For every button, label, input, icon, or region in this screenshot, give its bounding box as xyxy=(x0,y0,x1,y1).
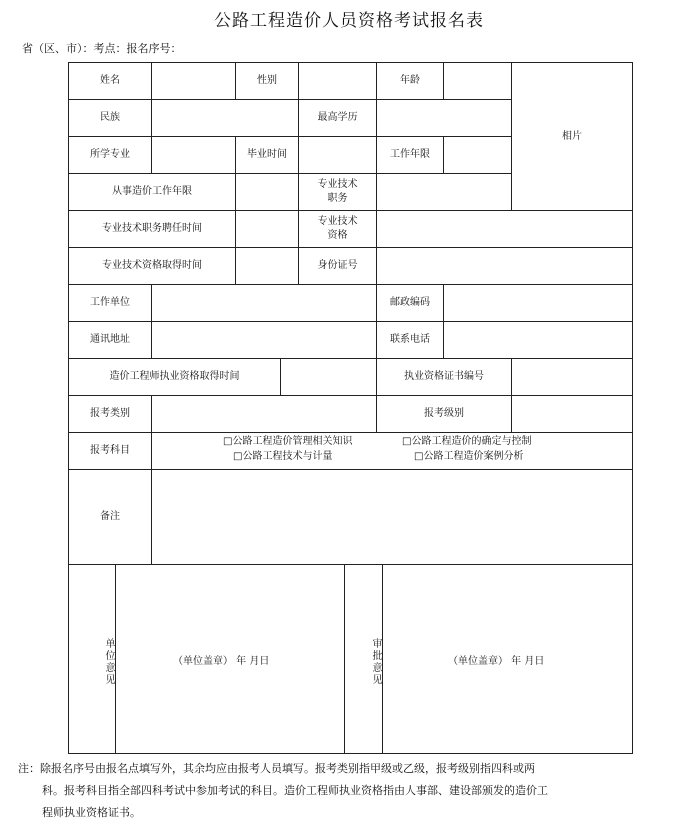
field-employer[interactable] xyxy=(151,284,377,322)
label-exam-subjects: 报考科目 xyxy=(68,432,152,470)
field-tech-position[interactable] xyxy=(376,173,512,211)
label-gender: 性别 xyxy=(235,62,299,100)
label-postcode: 邮政编码 xyxy=(376,284,444,322)
field-phone[interactable] xyxy=(443,321,633,359)
subject-checkbox-3[interactable]: □公路工程技术与计量 xyxy=(233,451,333,462)
label-tech-qualification: 专业技术 资格 xyxy=(298,210,377,248)
footnote xyxy=(18,758,688,824)
label-employer: 工作单位 xyxy=(68,284,152,322)
field-engineer-qual-time[interactable] xyxy=(280,358,377,396)
footnote-line-1: 注：除报名序号由报名点填写外，其余均应由报考人员填写。报考类别指甲级或乙级，报考级别指四科或两 xyxy=(18,762,535,775)
label-tech-qualification-time: 专业技术资格取得时间 xyxy=(68,247,236,285)
header-line: 省（区、市）：考点：报名序号： xyxy=(22,42,182,55)
field-gender[interactable] xyxy=(298,62,377,100)
field-name[interactable] xyxy=(151,62,236,100)
field-tech-qualification[interactable] xyxy=(376,210,633,248)
label-unit-opinion: 单位意见 xyxy=(68,564,116,754)
field-major[interactable] xyxy=(151,136,236,174)
field-id-number[interactable] xyxy=(376,247,633,285)
label-graduation-time: 毕业时间 xyxy=(235,136,299,174)
field-work-years[interactable] xyxy=(443,136,512,174)
label-tech-position-appoint-time: 专业技术职务聘任时间 xyxy=(68,210,236,248)
label-work-years: 工作年限 xyxy=(376,136,444,174)
label-major: 所学专业 xyxy=(68,136,152,174)
label-cost-work-years: 从事造价工作年限 xyxy=(68,173,236,211)
field-education[interactable] xyxy=(376,99,512,137)
label-remarks: 备注 xyxy=(68,469,152,565)
subjects-col-1 xyxy=(223,434,352,464)
registration-form-table xyxy=(68,62,633,754)
label-exam-level: 报考级别 xyxy=(376,395,512,433)
field-tech-position-appoint-time[interactable] xyxy=(235,210,299,248)
label-phone: 联系电话 xyxy=(376,321,444,359)
field-ethnicity[interactable] xyxy=(151,99,299,137)
label-address: 通讯地址 xyxy=(68,321,152,359)
subject-checkbox-2[interactable]: □公路工程造价的确定与控制 xyxy=(402,436,532,447)
label-approval-opinion: 审批意见 xyxy=(344,564,383,754)
field-exam-level[interactable] xyxy=(511,395,633,433)
label-id-number: 身份证号 xyxy=(298,247,377,285)
form-title: 公路工程造价人员资格考试报名表 xyxy=(214,11,484,31)
label-age: 年龄 xyxy=(376,62,444,100)
footnote-continuation: 科。报考科目指全部四科考试中参加考试的科目。造价工程师执业资格指由人事部、建设部颁发的造价工 程师执业资格证书。 xyxy=(42,784,548,819)
unit-stamp-text: （单位盖章） 年 月日 xyxy=(173,656,270,667)
label-exam-category: 报考类别 xyxy=(68,395,152,433)
label-name: 姓名 xyxy=(68,62,152,100)
label-engineer-qual-time: 造价工程师执业资格取得时间 xyxy=(68,358,281,396)
subject-checkbox-1[interactable]: □公路工程造价管理相关知识 xyxy=(223,436,353,447)
label-photo: 相片 xyxy=(511,62,633,211)
field-address[interactable] xyxy=(151,321,377,359)
subject-checkbox-4[interactable]: □公路工程造价案例分析 xyxy=(414,451,524,462)
field-cert-number[interactable] xyxy=(511,358,633,396)
field-cost-work-years[interactable] xyxy=(235,173,299,211)
subjects-col-2 xyxy=(402,434,531,464)
field-tech-qualification-time[interactable] xyxy=(235,247,299,285)
field-age[interactable] xyxy=(443,62,512,100)
label-ethnicity: 民族 xyxy=(68,99,152,137)
approval-stamp-text: （单位盖章） 年 月日 xyxy=(448,656,545,667)
field-exam-category[interactable] xyxy=(151,395,377,433)
field-graduation-time[interactable] xyxy=(298,136,377,174)
label-cert-number: 执业资格证书编号 xyxy=(376,358,512,396)
label-education: 最高学历 xyxy=(298,99,377,137)
field-remarks[interactable] xyxy=(151,469,633,565)
field-postcode[interactable] xyxy=(443,284,633,322)
label-tech-position: 专业技术 职务 xyxy=(298,173,377,211)
